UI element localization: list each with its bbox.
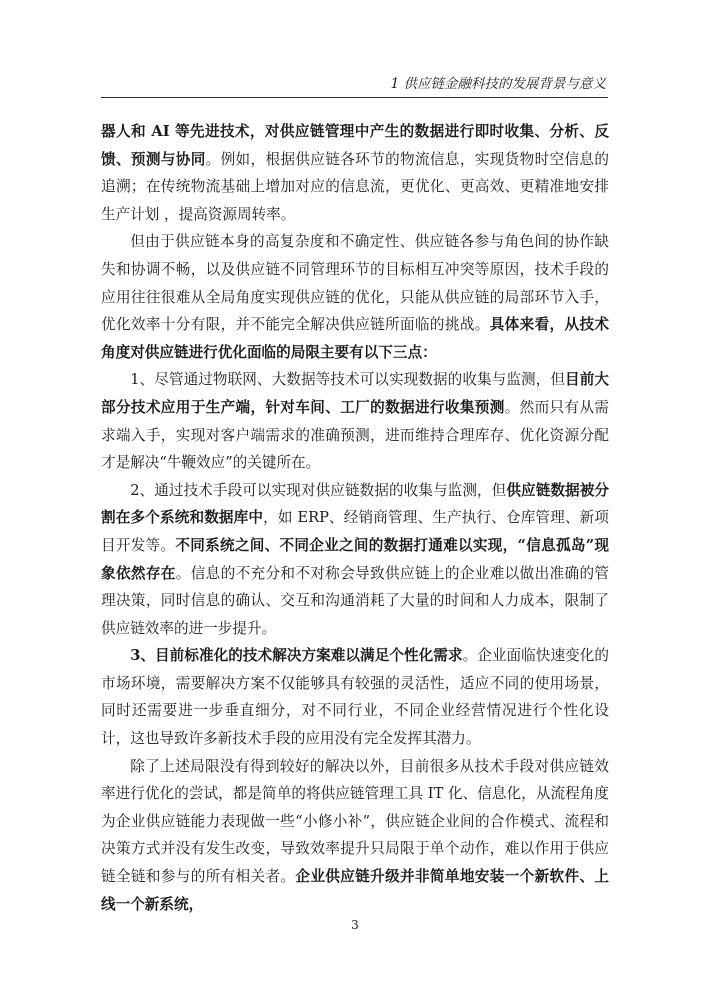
paragraph	[101, 228, 609, 366]
running-header-title: 1 供应链金融科技的发展背景与意义	[390, 76, 606, 92]
text-run: 但由于供应链本身的高复杂度和不确定性、供应链各参与角色间的协作缺失和协调不畅，以及供应链不同管理环节的目标相互冲突等原因，技术手段的应用往往很难从全局角度实现供应链的优化，只能从供应链的局部环节入手，优化效率十分有限，并不能完全解决供应链所面临的挑战。	[101, 233, 609, 334]
header-rule	[101, 97, 608, 98]
paragraph	[101, 477, 609, 643]
text-run: 。信息的不充分和不对称会导致供应链上的企业难以做出准确的管理决策，同时信息的确认、交互和沟通消耗了大量的时间和人力成本，限制了供应链效率的进一步提升。	[101, 564, 609, 637]
text-run: 。然而只有从需求端入手，实现对客户端需求的准确预测，进而维持合理库存、优化资源分配才是解决“牛鞭效应”的关键所在。	[101, 398, 609, 472]
bold-text-run: 企业供应链升级并非简单地安装一个新软件、上线一个新系统，	[101, 868, 609, 913]
paragraph	[101, 642, 609, 752]
paragraph	[101, 118, 609, 228]
paragraph	[101, 753, 609, 919]
text-run: 2、通过技术手段可以实现对供应链数据的收集与监测，但	[130, 481, 507, 499]
bold-text-run: 3、目前标准化的技术解决方案难以满足个性化需求	[130, 647, 463, 665]
bold-text-run: 具体来看，从技术角度对供应链进行优化面临的局限主要有以下三点：	[101, 316, 609, 361]
bold-text-run: 目前大部分技术应用于生产端，针对车间、工厂的数据进行收集预测	[101, 371, 609, 416]
bold-text-run: 器人和 AI 等先进技术，对供应链管理中产生的数据进行即时收集、分析、反馈、预测与协同	[101, 123, 609, 168]
text-run: 。例如，根据供应链各环节的物流信息，实现货物时空信息的追溯；在传统物流基础上增加对应的信息流，更优化、更高效、更精准地安排生产计划 ，提高资源周转率。	[101, 150, 609, 223]
paragraph	[101, 366, 609, 476]
bold-text-run: 不同系统之间、不同企业之间的数据打通难以实现，“信息孤岛”现象依然存在	[101, 536, 609, 582]
text-run: 。企业面临快速变化的市场环境，需要解决方案不仅能够具有较强的灵活性，适应不同的使用场景，同时还需要进一步垂直细分，对不同行业，不同企业经营情况进行个性化设计，这也导致许多新技术手段的应用没有完全发挥其潜力。	[101, 647, 609, 748]
page-number: 3	[351, 918, 359, 932]
text-run: ，如 ERP、经销商管理、生产执行、仓库管理、新项目开发等。	[101, 509, 609, 554]
text-run: 除了上述局限没有得到较好的解决以外，目前很多从技术手段对供应链效率进行优化的尝试，都是简单的将供应链管理工具 IT 化、信息化，从流程角度为企业供应链能力表现做一些“小修小补”，供应链企业间的合作模式、流程和决策方式并没有发生改变，导致效率提升只局限于单个动作，难以作用于供应链全链和参与的所有相关者。	[101, 757, 609, 886]
text-run: 1、尽管通过物联网、大数据等技术可以实现数据的收集与监测，但	[130, 371, 566, 389]
bold-text-run: 供应链数据被分割在多个系统和数据库中	[101, 481, 609, 527]
body-text	[101, 118, 609, 918]
